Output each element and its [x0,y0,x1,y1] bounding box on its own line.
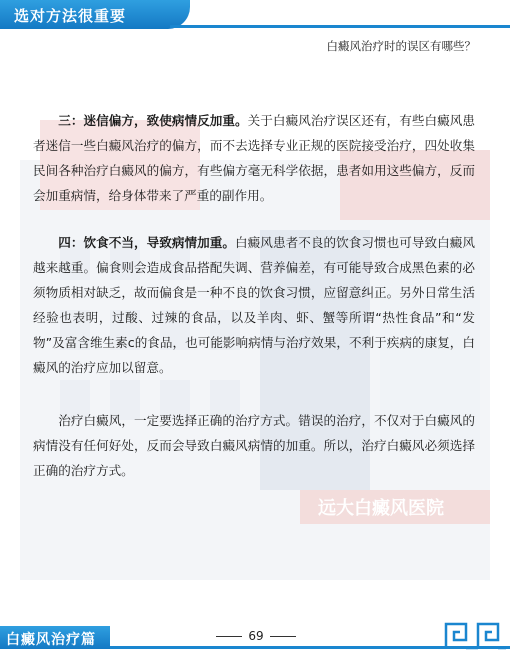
article-body [33,108,475,505]
page-number-dash-right [270,636,296,637]
paragraph-text: 关于白癜风治疗误区还有，有些白癜风患者迷信一些白癜风治疗的偏方，而不去选择专业正规的医院接受治疗，四处收集民间各种治疗白癜风的偏方，有些偏方毫无科学依据，患者如用这些偏方，反而会加重病情，给身体带来了严重的副作用。 [33,113,476,203]
paragraph-misconception-4 [33,230,475,380]
paragraph-heading: 三：迷信偏方，致使病情反加重。 [58,113,248,128]
page-number-group [216,628,296,644]
footer-section-tab [0,626,110,649]
header-tab [0,0,190,29]
fret-pattern-icon [444,620,508,650]
watermark-sign: 远大白癜风医院 [318,498,444,519]
paragraph-text: 治疗白癜风，一定要选择正确的治疗方式。错误的治疗，不仅对于白癜风的病情没有任何好处，反而会导致白癜风病情的加重。所以，治疗白癜风必须选择正确的治疗方式。 [33,413,475,478]
header-subtitle: 白癜风治疗时的误区有哪些？ [326,39,476,53]
header-rule [170,25,510,28]
paragraph-text: 白癜风患者不良的饮食习惯也可导致白癜风越来越重。偏食则会造成食品搭配失调、营养偏差，有可能导致合成黑色素的必须物质相对缺乏，故而偏食是一种不良的饮食习惯，应留意纠正。另外日常生活经验也表明，过酸、过辣的食品，以及羊肉、虾、蟹等所谓“热性食品”和“发物”及富含维生素c的食品，也可能影响病情与治疗效果，不利于疾病的康复，白癜风的治疗应加以留意。 [33,235,476,375]
paragraph-heading: 四：饮食不当，导致病情加重。 [58,235,236,250]
page-number-dash-left [216,636,242,637]
header-tab-title: 选对方法很重要 [14,7,127,25]
footer-section-label: 白癜风治疗篇 [6,632,96,648]
paragraph-misconception-3 [33,108,475,208]
paragraph-conclusion [33,408,475,483]
page-number: 69 [248,629,264,643]
